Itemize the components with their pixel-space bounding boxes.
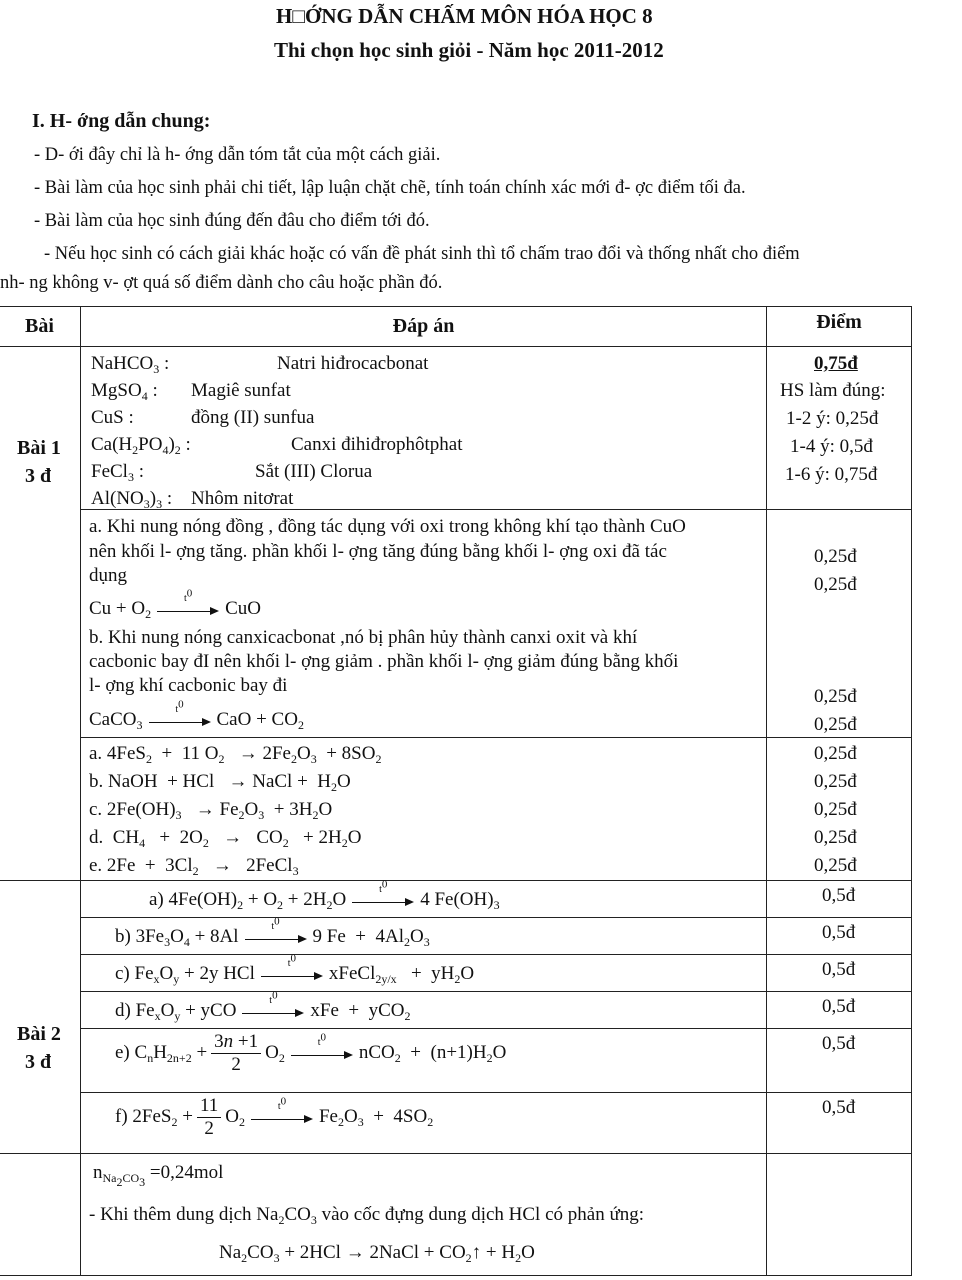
bai1-names-cell (81, 347, 767, 510)
bai1-label-cell (0, 347, 81, 881)
bai1-explain-points (767, 510, 912, 738)
explain-line: cacbonic bay đI nên khối l- ợng giảm . phần khối l- ợng giảm đúng bằng khối (89, 651, 679, 672)
heating-arrow-icon: $t^0$ (352, 894, 414, 908)
points-note: 1-2 ý: 0,25đ (786, 408, 879, 429)
heating-arrow-icon: $t^0$ (291, 1047, 353, 1061)
col-header-dapan: Đáp án (81, 307, 767, 347)
points: 0,25đ (814, 714, 857, 735)
col-header-diem: Điểm (767, 307, 912, 347)
reaction-equation: a) $4Fe(OH)_2 + O_2 + 2H_2O$ $t^0$ 4 $Fe(OH)_3$ (149, 878, 500, 912)
bai1-equations-cell (81, 738, 767, 881)
grading-table (0, 306, 912, 1276)
points: 0,25đ (814, 827, 857, 848)
compound-formula: NaHCO$_3$ : (91, 353, 170, 376)
reaction-equation: d. $CH_4 + 2O_2 \to CO_2 + 2H_2O$ (89, 827, 362, 850)
points-note: HS làm đúng: (780, 380, 886, 401)
fraction: $\frac{11}{2}$ (197, 1095, 221, 1140)
moles-line: $n_{Na_2CO_3} =0,24mol$ (93, 1162, 224, 1189)
guidance-line: - Nếu học sinh có cách giải khác hoặc có vấn đề phát sinh thì tổ chấm trao đổi và thống nhất cho điểm (44, 244, 800, 264)
points: 0,75đ (814, 353, 858, 374)
reaction-text: - Khi thêm dung dịch $Na_2CO_3$ vào cốc đựng dung dịch HCl có phản ứng: (89, 1204, 645, 1227)
guidance-line: - Bài làm của học sinh phải chi tiết, lập luận chặt chẽ, tính toán chính xác mới đ- ợc điểm tối đa. (34, 178, 746, 198)
compound-name: Sắt (III) Clorua (255, 461, 373, 482)
points: 0,25đ (814, 771, 857, 792)
equation-b: CaCO$_3$ $t^0$ CaO + $CO_2$ (89, 698, 304, 732)
fraction: $\frac{3n +1}{2}$ (211, 1031, 261, 1076)
compound-formula: $Al(NO_3)_3$ : (91, 488, 173, 511)
document-subtitle: Thi chọn học sinh giỏi - Năm học 2011-2012 (274, 38, 664, 62)
reaction-equation: b) $3Fe_3O_4 + 8Al$ $t^0$ 9 $Fe + 4Al_2O_3$ (115, 915, 430, 949)
heating-arrow-icon: $t^0$ (261, 968, 323, 982)
points-note: 1-6 ý: 0,75đ (785, 464, 878, 485)
bai-score: 3 đ (25, 465, 52, 487)
points: 0,25đ (814, 799, 857, 820)
bai2-eq-points: 0,5đ (767, 918, 912, 955)
bai2-eq-points: 0,5đ (767, 1029, 912, 1093)
compound-name: Canxi đihiđrophôtphat (291, 434, 463, 455)
bai2-eq-points: 0,5đ (767, 881, 912, 918)
compound-formula: FeCl$_3$ : (91, 461, 144, 484)
explain-line: l- ợng khí cacbonic bay đi (89, 675, 288, 696)
reaction-equation: e. $2Fe + 3Cl_2$ → 2FeCl$_3$ (89, 855, 299, 878)
explain-line: b. Khi nung nóng canxicacbonat ,nó bị phân hủy thành canxi oxit và khí (89, 627, 638, 648)
points: 0,25đ (814, 574, 857, 595)
compound-formula: MgSO$_4$ : (91, 380, 158, 403)
points: 0,25đ (814, 546, 857, 567)
heating-arrow-icon: $t^0$ (251, 1111, 313, 1125)
compound-name: Natri hiđrocacbonat (277, 353, 429, 374)
heating-arrow-icon: $t^0$ (157, 603, 219, 617)
bai2-eq-points: 0,5đ (767, 1093, 912, 1154)
col-header-bai: Bài (0, 307, 81, 347)
explain-line: nên khối l- ợng tăng. phần khối l- ợng tăng đúng bằng khối l- ợng oxi đã tác (89, 541, 667, 562)
compound-formula: $Ca(H_2PO_4)_2$ : (91, 434, 191, 457)
reaction-equation: f) 2FeS$_2$ + $\frac{11}{2}$ $O_2$ $t^0$ $Fe_2O_3 + 4SO_2$ (115, 1095, 434, 1139)
compound-name: Magiê sunfat (191, 380, 291, 401)
bai1-equations-points (767, 738, 912, 881)
section-heading: I. H- ớng dẫn chung: (32, 110, 211, 132)
heating-arrow-icon: $t^0$ (245, 931, 307, 945)
reaction-equation: a. 4FeS$_2$ + 11 $O_2 \to 2Fe_2O_3 + 8SO_2$ (89, 743, 382, 766)
points: 0,25đ (814, 686, 857, 707)
heating-arrow-icon: $t^0$ (149, 714, 211, 728)
bai2-eq-points: 0,5đ (767, 992, 912, 1029)
bai3-points-cell (767, 1154, 912, 1276)
bai-label: Bài 1 (17, 437, 61, 459)
reaction-equation: c. $2Fe(OH)_3 \to Fe_2O_3 + 3H_2O$ (89, 799, 333, 822)
bai2-eq-cell (81, 878, 767, 918)
equation-a: $Cu + O_2$ $t^0$ CuO (89, 587, 262, 621)
bai2-eq-cell (81, 915, 767, 955)
explain-line: dụng (89, 565, 127, 586)
heating-arrow-icon: $t^0$ (242, 1005, 304, 1019)
bai2-eq-cell (81, 1093, 767, 1154)
bai-score: 3 đ (25, 1051, 52, 1073)
bai3-label-cell (0, 1154, 81, 1276)
reaction-equation: e) $C_nH_{2n+2}$ + $\frac{3n +1}{2}$ $O_2$ $t^0$ $nCO_2 + (n+1)H_2O$ (115, 1031, 507, 1075)
compound-name: Nhôm nitơrat (191, 488, 294, 509)
document-title: H□ỚNG DẪN CHẤM MÔN HÓA HỌC 8 (276, 4, 653, 28)
reaction-equation: $Na_2CO_3 + 2HCl$ → 2NaCl + $CO_2↑ + H_2O$ (219, 1242, 535, 1265)
compound-name: đồng (II) sunfua (191, 407, 315, 428)
guidance-line: - D- ới đây chỉ là h- ớng dẫn tóm tắt của một cách giải. (34, 145, 441, 165)
explain-line: a. Khi nung nóng đồng , đồng tác dụng với oxi trong không khí tạo thành CuO (89, 516, 686, 537)
points-note: 1-4 ý: 0,5đ (790, 436, 873, 457)
bai2-eq-cell (81, 1029, 767, 1093)
compound-formula: CuS : (91, 407, 134, 428)
bai2-eq-cell (81, 952, 767, 992)
guidance-line: - Bài làm của học sinh đúng đến đâu cho điểm tới đó. (34, 211, 430, 231)
bai-label: Bài 2 (17, 1023, 61, 1045)
bai1-explain-cell (81, 510, 767, 738)
points: 0,25đ (814, 743, 857, 764)
reaction-equation: c) $Fe_xO_y + 2y$ HCl $t^0$ xFeCl$_{2y/x}$ + $yH_2O$ (115, 952, 475, 986)
reaction-equation: b. NaOH + HCl → NaCl + $H_2O$ (89, 771, 351, 794)
bai3-content-cell (81, 1154, 767, 1276)
bai2-eq-cell (81, 989, 767, 1029)
bai2-label-cell (0, 881, 81, 1154)
bai2-eq-points: 0,5đ (767, 955, 912, 992)
reaction-equation: d) $Fe_xO_y$ + yCO $t^0$ xFe + yCO$_2$ (115, 989, 411, 1023)
guidance-line: nh- ng không v- ợt quá số điểm dành cho câu hoặc phần đó. (0, 273, 443, 293)
points: 0,25đ (814, 855, 857, 876)
bai1-names-points (767, 347, 912, 510)
